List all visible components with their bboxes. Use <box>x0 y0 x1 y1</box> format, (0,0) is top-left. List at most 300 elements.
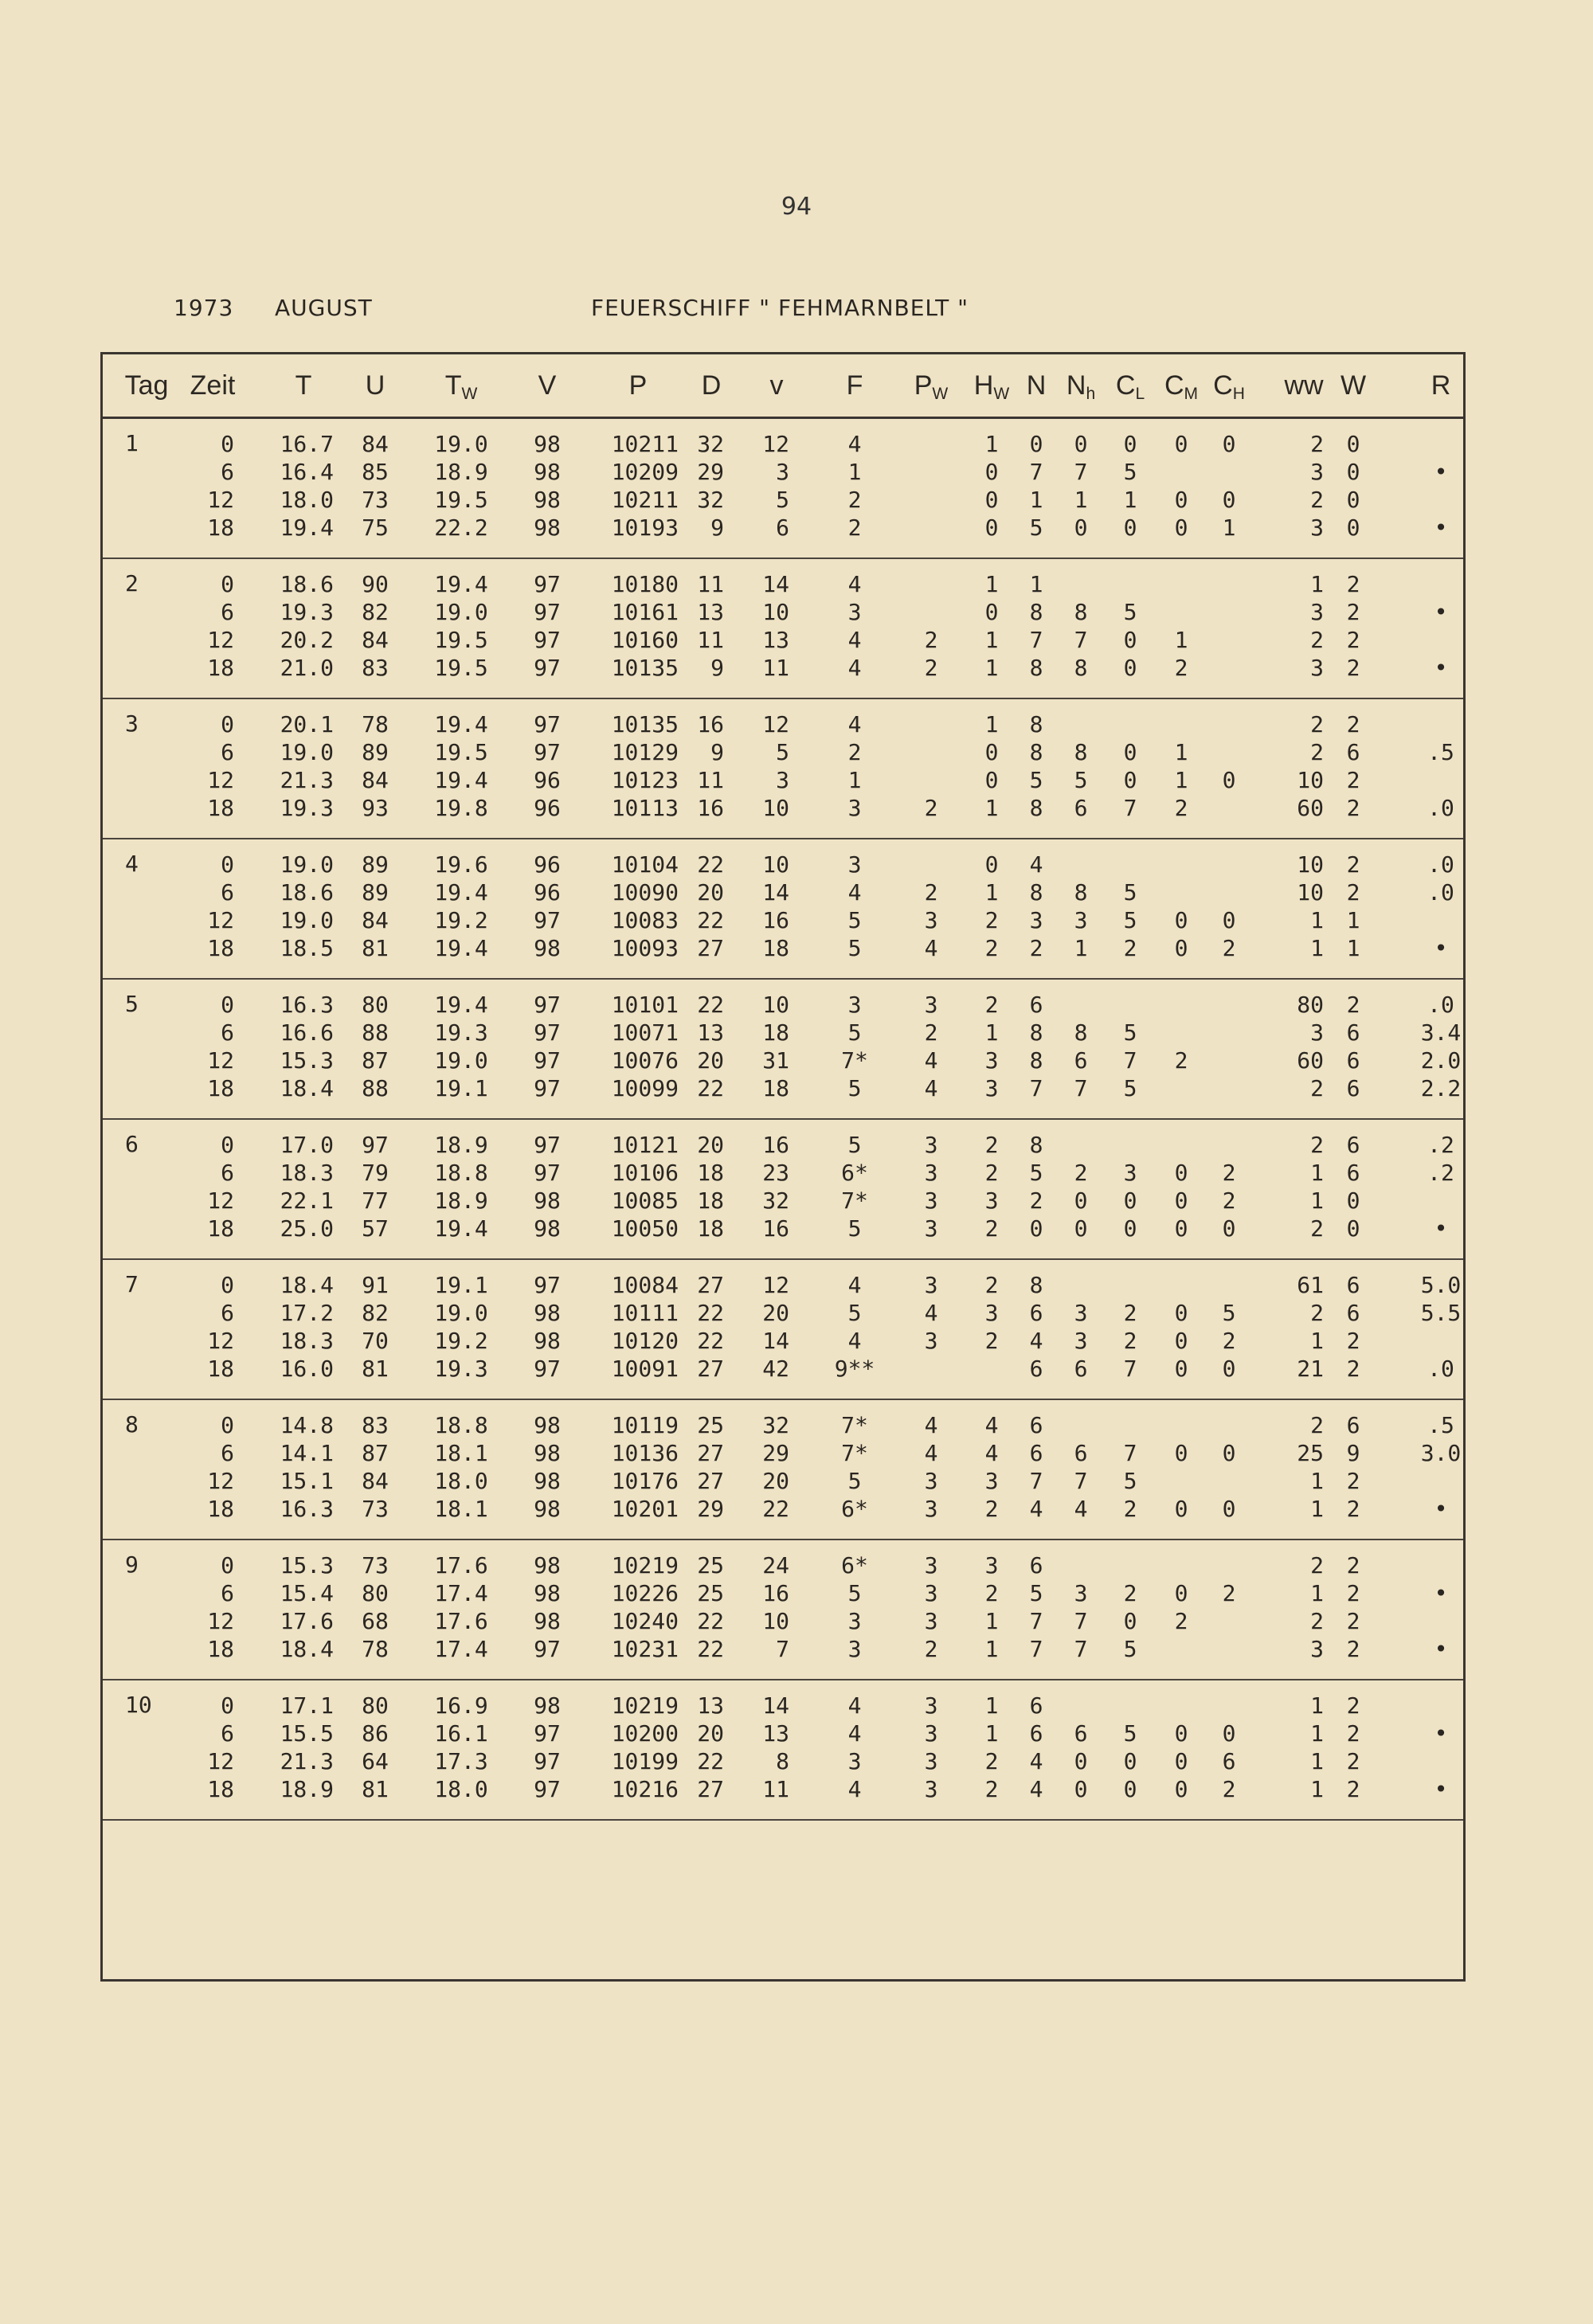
day-number: 9 <box>125 1551 139 1578</box>
cell-pw: 3 <box>924 1187 938 1214</box>
cell-f: 9** <box>834 1356 875 1382</box>
column-header-ch <box>1213 370 1245 404</box>
cell-hw: 2 <box>984 1496 999 1522</box>
table-row <box>103 1355 1463 1383</box>
cell-zeit: 12 <box>207 1748 234 1774</box>
cell-zeit: 12 <box>207 1187 234 1214</box>
cell-t: 14.8 <box>280 1412 334 1438</box>
cell-ww: 2 <box>1310 487 1324 513</box>
cell-tw: 19.6 <box>434 851 488 878</box>
cell-cl: 2 <box>1123 1496 1137 1522</box>
cell-p: 10211 <box>611 431 679 457</box>
cell-w: 0 <box>1346 1215 1360 1242</box>
cell-vv: 42 <box>762 1356 789 1382</box>
cell-t: 16.7 <box>280 431 334 457</box>
column-header-label: T <box>444 370 462 401</box>
column-header-label: C <box>1115 370 1136 401</box>
cell-r: 3.4 <box>1420 1019 1462 1046</box>
cell-zeit: 0 <box>221 851 234 878</box>
cell-ch: 2 <box>1222 1776 1236 1802</box>
cell-zeit: 0 <box>221 992 234 1018</box>
cell-p: 10084 <box>611 1272 679 1298</box>
cell-ww: 1 <box>1310 1748 1324 1774</box>
cell-ww: 2 <box>1310 627 1324 653</box>
cell-v: 98 <box>534 1552 561 1579</box>
cell-v: 98 <box>534 1608 561 1634</box>
header-month: AUGUST <box>275 295 373 321</box>
cell-u: 84 <box>362 431 389 457</box>
cell-ch: 6 <box>1222 1748 1236 1774</box>
cell-d: 11 <box>697 767 724 793</box>
cell-hw: 1 <box>984 655 999 681</box>
cell-vv: 6 <box>776 514 789 541</box>
cell-nh: 3 <box>1074 1580 1088 1606</box>
cell-pw: 3 <box>924 1608 938 1634</box>
cell-t: 19.0 <box>280 739 334 765</box>
day-number: 2 <box>125 570 139 597</box>
cell-f: 3 <box>847 992 862 1018</box>
cell-hw: 2 <box>984 1776 999 1802</box>
cell-ww: 10 <box>1297 767 1324 793</box>
day-number: 5 <box>125 991 139 1017</box>
cell-cl: 2 <box>1123 1300 1137 1326</box>
cell-cl: 7 <box>1123 1047 1137 1074</box>
cell-nh: 6 <box>1074 1720 1088 1747</box>
cell-p: 10200 <box>611 1720 679 1747</box>
cell-v: 96 <box>534 767 561 793</box>
cell-w: 6 <box>1346 1132 1360 1158</box>
cell-hw: 2 <box>984 1748 999 1774</box>
cell-ww: 1 <box>1310 1187 1324 1214</box>
cell-zeit: 0 <box>221 1272 234 1298</box>
cell-ch: 2 <box>1222 1187 1236 1214</box>
cell-pw: 2 <box>924 795 938 821</box>
column-header-label: V <box>538 370 557 401</box>
cell-zeit: 0 <box>221 711 234 737</box>
cell-cl: 0 <box>1123 627 1137 653</box>
cell-p: 10219 <box>611 1552 679 1579</box>
cell-r: 5.0 <box>1420 1272 1462 1298</box>
cell-vv: 12 <box>762 431 789 457</box>
cell-r: • <box>1434 1636 1448 1662</box>
cell-pw: 3 <box>924 1215 938 1242</box>
cell-v: 97 <box>534 599 561 625</box>
cell-ww: 1 <box>1310 1328 1324 1354</box>
cell-f: 1 <box>847 459 862 485</box>
cell-cl: 5 <box>1123 1720 1137 1747</box>
cell-r: • <box>1434 514 1448 541</box>
cell-t: 15.3 <box>280 1047 334 1074</box>
cell-zeit: 12 <box>207 1047 234 1074</box>
cell-cm: 0 <box>1174 1440 1188 1466</box>
cell-d: 32 <box>697 431 724 457</box>
cell-f: 2 <box>847 739 862 765</box>
cell-n: 3 <box>1029 907 1043 933</box>
cell-vv: 18 <box>762 1019 789 1046</box>
cell-d: 22 <box>697 1748 724 1774</box>
cell-f: 5 <box>847 1019 862 1046</box>
column-header-label: D <box>701 370 722 401</box>
cell-u: 83 <box>362 655 389 681</box>
cell-ww: 3 <box>1310 655 1324 681</box>
cell-ww: 2 <box>1310 1215 1324 1242</box>
cell-d: 22 <box>697 907 724 933</box>
cell-pw: 2 <box>924 1019 938 1046</box>
cell-cl: 5 <box>1123 907 1137 933</box>
cell-ww: 21 <box>1297 1356 1324 1382</box>
cell-w: 2 <box>1346 1580 1360 1606</box>
cell-ch: 0 <box>1222 1440 1236 1466</box>
cell-pw: 3 <box>924 1468 938 1494</box>
cell-hw: 2 <box>984 992 999 1018</box>
cell-d: 16 <box>697 711 724 737</box>
cell-zeit: 0 <box>221 571 234 597</box>
cell-p: 10101 <box>611 992 679 1018</box>
cell-hw: 3 <box>984 1300 999 1326</box>
column-header-subscript: L <box>1135 385 1145 403</box>
cell-ch: 0 <box>1222 767 1236 793</box>
cell-vv: 12 <box>762 711 789 737</box>
cell-t: 15.3 <box>280 1552 334 1579</box>
cell-f: 4 <box>847 431 862 457</box>
cell-n: 4 <box>1029 1776 1043 1802</box>
cell-n: 0 <box>1029 1215 1043 1242</box>
cell-v: 97 <box>534 1776 561 1802</box>
cell-u: 82 <box>362 599 389 625</box>
table-row <box>103 486 1463 514</box>
cell-p: 10093 <box>611 935 679 961</box>
cell-p: 10085 <box>611 1187 679 1214</box>
cell-zeit: 6 <box>221 1580 234 1606</box>
cell-cl: 7 <box>1123 1440 1137 1466</box>
cell-u: 89 <box>362 739 389 765</box>
cell-d: 11 <box>697 627 724 653</box>
cell-pw: 2 <box>924 627 938 653</box>
cell-ww: 60 <box>1297 1047 1324 1074</box>
cell-u: 81 <box>362 1356 389 1382</box>
cell-cl: 0 <box>1123 431 1137 457</box>
cell-zeit: 0 <box>221 1412 234 1438</box>
cell-nh: 8 <box>1074 1019 1088 1046</box>
cell-n: 4 <box>1029 1328 1043 1354</box>
cell-ch: 0 <box>1222 1496 1236 1522</box>
cell-ww: 10 <box>1297 879 1324 906</box>
cell-zeit: 0 <box>221 1692 234 1719</box>
table-row <box>103 1271 1463 1299</box>
column-header-label: N <box>1066 370 1086 401</box>
cell-w: 0 <box>1346 1187 1360 1214</box>
day-number: 1 <box>125 430 139 456</box>
cell-tw: 19.5 <box>434 487 488 513</box>
table-row <box>103 851 1463 878</box>
day-block <box>103 1260 1463 1400</box>
cell-n: 6 <box>1029 1692 1043 1719</box>
cell-v: 96 <box>534 879 561 906</box>
cell-f: 2 <box>847 514 862 541</box>
cell-f: 4 <box>847 571 862 597</box>
cell-p: 10199 <box>611 1748 679 1774</box>
cell-v: 97 <box>534 1132 561 1158</box>
cell-tw: 19.4 <box>434 879 488 906</box>
cell-t: 16.3 <box>280 1496 334 1522</box>
cell-ww: 1 <box>1310 1496 1324 1522</box>
cell-hw: 3 <box>984 1075 999 1101</box>
cell-tw: 19.1 <box>434 1075 488 1101</box>
cell-v: 98 <box>534 1328 561 1354</box>
cell-u: 73 <box>362 487 389 513</box>
cell-r: • <box>1434 1720 1448 1747</box>
cell-n: 2 <box>1029 1187 1043 1214</box>
cell-n: 8 <box>1029 1272 1043 1298</box>
cell-v: 98 <box>534 935 561 961</box>
cell-d: 9 <box>710 739 724 765</box>
cell-n: 4 <box>1029 851 1043 878</box>
cell-f: 7* <box>841 1412 868 1438</box>
table-row <box>103 1551 1463 1579</box>
cell-f: 5 <box>847 1075 862 1101</box>
cell-cm: 0 <box>1174 907 1188 933</box>
cell-cm: 0 <box>1174 1720 1188 1747</box>
cell-cl: 5 <box>1123 459 1137 485</box>
cell-zeit: 0 <box>221 1552 234 1579</box>
cell-cl: 0 <box>1123 1748 1137 1774</box>
cell-t: 18.5 <box>280 935 334 961</box>
cell-ww: 3 <box>1310 459 1324 485</box>
cell-v: 97 <box>534 1748 561 1774</box>
cell-tw: 18.9 <box>434 459 488 485</box>
cell-zeit: 6 <box>221 1160 234 1186</box>
cell-cm: 0 <box>1174 935 1188 961</box>
cell-nh: 3 <box>1074 907 1088 933</box>
cell-hw: 1 <box>984 1019 999 1046</box>
cell-vv: 16 <box>762 907 789 933</box>
cell-nh: 8 <box>1074 739 1088 765</box>
cell-w: 2 <box>1346 655 1360 681</box>
day-block <box>103 419 1463 559</box>
cell-tw: 19.0 <box>434 1047 488 1074</box>
cell-cm: 0 <box>1174 1215 1188 1242</box>
cell-nh: 6 <box>1074 1440 1088 1466</box>
cell-vv: 7 <box>776 1636 789 1662</box>
cell-d: 22 <box>697 1608 724 1634</box>
cell-u: 80 <box>362 1580 389 1606</box>
cell-n: 6 <box>1029 1300 1043 1326</box>
cell-n: 8 <box>1029 1019 1043 1046</box>
column-header-label: W <box>1340 370 1367 401</box>
cell-zeit: 6 <box>221 739 234 765</box>
cell-p: 10219 <box>611 1692 679 1719</box>
cell-u: 88 <box>362 1075 389 1101</box>
table-row <box>103 1439 1463 1467</box>
cell-v: 98 <box>534 1580 561 1606</box>
cell-d: 13 <box>697 1019 724 1046</box>
cell-w: 2 <box>1346 992 1360 1018</box>
cell-tw: 17.4 <box>434 1636 488 1662</box>
table-row <box>103 1131 1463 1159</box>
cell-cl: 5 <box>1123 599 1137 625</box>
cell-f: 5 <box>847 1215 862 1242</box>
cell-f: 5 <box>847 907 862 933</box>
cell-ww: 2 <box>1310 1075 1324 1101</box>
cell-w: 2 <box>1346 1328 1360 1354</box>
cell-vv: 20 <box>762 1468 789 1494</box>
cell-ww: 3 <box>1310 1019 1324 1046</box>
column-header-pw <box>914 370 949 404</box>
table-row <box>103 934 1463 962</box>
cell-p: 10120 <box>611 1328 679 1354</box>
cell-p: 10161 <box>611 599 679 625</box>
column-header-n <box>1027 370 1047 401</box>
cell-cm: 1 <box>1174 627 1188 653</box>
table-row <box>103 766 1463 794</box>
cell-f: 6* <box>841 1552 868 1579</box>
cell-hw: 1 <box>984 571 999 597</box>
cell-vv: 18 <box>762 1075 789 1101</box>
cell-d: 25 <box>697 1412 724 1438</box>
cell-hw: 2 <box>984 1132 999 1158</box>
cell-zeit: 6 <box>221 879 234 906</box>
cell-n: 7 <box>1029 627 1043 653</box>
cell-hw: 3 <box>984 1552 999 1579</box>
cell-v: 98 <box>534 1692 561 1719</box>
cell-d: 22 <box>697 992 724 1018</box>
cell-vv: 3 <box>776 459 789 485</box>
cell-p: 10090 <box>611 879 679 906</box>
cell-ww: 2 <box>1310 1412 1324 1438</box>
cell-d: 22 <box>697 1636 724 1662</box>
cell-nh: 6 <box>1074 1047 1088 1074</box>
table-row <box>103 1720 1463 1747</box>
header-station: FEUERSCHIFF " FEHMARNBELT " <box>591 295 969 321</box>
table-row <box>103 906 1463 934</box>
cell-tw: 18.9 <box>434 1132 488 1158</box>
column-header-r <box>1431 370 1451 401</box>
cell-t: 18.9 <box>280 1776 334 1802</box>
cell-d: 27 <box>697 1468 724 1494</box>
cell-p: 10180 <box>611 571 679 597</box>
cell-ww: 60 <box>1297 795 1324 821</box>
cell-hw: 2 <box>984 1580 999 1606</box>
day-block <box>103 1540 1463 1680</box>
cell-pw: 2 <box>924 879 938 906</box>
cell-cm: 2 <box>1174 1047 1188 1074</box>
cell-d: 25 <box>697 1552 724 1579</box>
cell-nh: 7 <box>1074 1636 1088 1662</box>
cell-vv: 16 <box>762 1215 789 1242</box>
cell-cl: 7 <box>1123 1356 1137 1382</box>
column-header-label: ww <box>1284 370 1324 401</box>
cell-n: 6 <box>1029 1440 1043 1466</box>
cell-n: 5 <box>1029 1580 1043 1606</box>
cell-f: 7* <box>841 1047 868 1074</box>
cell-ww: 1 <box>1310 1776 1324 1802</box>
cell-f: 4 <box>847 1692 862 1719</box>
cell-w: 2 <box>1346 1636 1360 1662</box>
cell-tw: 19.3 <box>434 1019 488 1046</box>
cell-f: 4 <box>847 655 862 681</box>
cell-p: 10160 <box>611 627 679 653</box>
cell-nh: 0 <box>1074 1776 1088 1802</box>
cell-p: 10176 <box>611 1468 679 1494</box>
cell-f: 3 <box>847 1636 862 1662</box>
cell-ch: 0 <box>1222 1356 1236 1382</box>
cell-d: 11 <box>697 571 724 597</box>
cell-w: 2 <box>1346 879 1360 906</box>
day-number: 6 <box>125 1131 139 1157</box>
cell-pw: 4 <box>924 1300 938 1326</box>
cell-hw: 0 <box>984 599 999 625</box>
cell-r: .2 <box>1427 1132 1454 1158</box>
cell-v: 97 <box>534 571 561 597</box>
cell-cm: 0 <box>1174 487 1188 513</box>
table-row <box>103 1692 1463 1720</box>
cell-d: 22 <box>697 1075 724 1101</box>
cell-zeit: 6 <box>221 1720 234 1747</box>
cell-f: 4 <box>847 1328 862 1354</box>
cell-n: 6 <box>1029 1552 1043 1579</box>
cell-ww: 25 <box>1297 1440 1324 1466</box>
column-header-w <box>1341 370 1366 401</box>
cell-nh: 3 <box>1074 1328 1088 1354</box>
cell-vv: 10 <box>762 851 789 878</box>
cell-u: 81 <box>362 1776 389 1802</box>
cell-v: 97 <box>534 1019 561 1046</box>
cell-d: 18 <box>697 1215 724 1242</box>
cell-d: 22 <box>697 1328 724 1354</box>
cell-tw: 19.4 <box>434 711 488 737</box>
cell-u: 64 <box>362 1748 389 1774</box>
cell-cm: 0 <box>1174 1187 1188 1214</box>
cell-n: 1 <box>1029 571 1043 597</box>
cell-ch: 0 <box>1222 907 1236 933</box>
cell-t: 16.4 <box>280 459 334 485</box>
cell-r: .0 <box>1427 879 1454 906</box>
cell-tw: 19.3 <box>434 1356 488 1382</box>
cell-ch: 0 <box>1222 1720 1236 1747</box>
cell-vv: 23 <box>762 1160 789 1186</box>
cell-r: .0 <box>1427 795 1454 821</box>
cell-p: 10201 <box>611 1496 679 1522</box>
cell-f: 6* <box>841 1496 868 1522</box>
cell-t: 21.3 <box>280 1748 334 1774</box>
cell-v: 97 <box>534 1720 561 1747</box>
cell-p: 10091 <box>611 1356 679 1382</box>
cell-nh: 4 <box>1074 1496 1088 1522</box>
cell-v: 98 <box>534 1440 561 1466</box>
cell-zeit: 18 <box>207 795 234 821</box>
cell-u: 73 <box>362 1496 389 1522</box>
cell-tw: 18.0 <box>434 1468 488 1494</box>
cell-u: 89 <box>362 851 389 878</box>
cell-zeit: 6 <box>221 1019 234 1046</box>
cell-t: 16.6 <box>280 1019 334 1046</box>
cell-zeit: 18 <box>207 655 234 681</box>
cell-w: 6 <box>1346 1075 1360 1101</box>
cell-pw: 3 <box>924 1160 938 1186</box>
cell-tw: 18.1 <box>434 1496 488 1522</box>
cell-d: 18 <box>697 1187 724 1214</box>
page-number: 94 <box>781 193 812 221</box>
cell-tw: 18.1 <box>434 1440 488 1466</box>
cell-tw: 17.4 <box>434 1580 488 1606</box>
cell-tw: 19.0 <box>434 1300 488 1326</box>
table-row <box>103 1775 1463 1803</box>
cell-zeit: 0 <box>221 431 234 457</box>
cell-v: 98 <box>534 1187 561 1214</box>
cell-v: 98 <box>534 431 561 457</box>
cell-u: 78 <box>362 711 389 737</box>
cell-v: 96 <box>534 851 561 878</box>
